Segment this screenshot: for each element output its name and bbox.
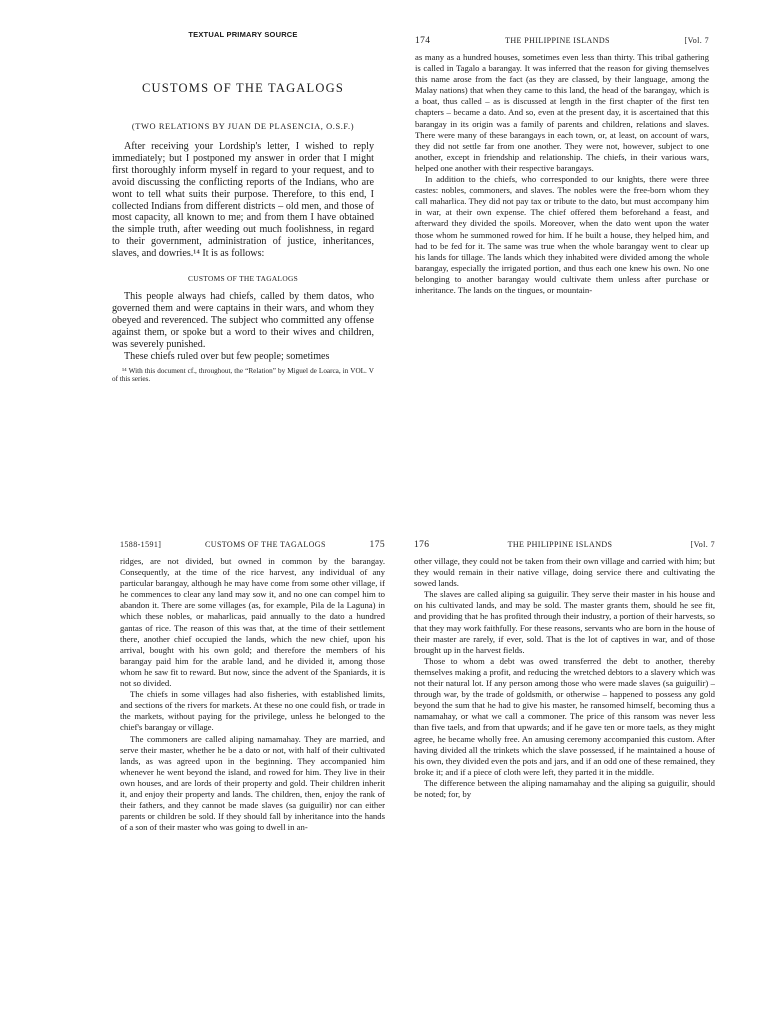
paragraph: These chiefs ruled over but few people; sometimes xyxy=(124,350,330,362)
running-title: CUSTOMS OF THE TAGALOGS xyxy=(205,540,326,549)
paragraph: In addition to the chiefs, who corresponded to our knights, there were three castes: nobles, commoners, and slaves. The nobles were the free-born whom they call maharlica. They did not pay tax or tribute to the dato, but must accompany him in war, at their own expense. The chief offered them beforehand a feast, and afterward they divided the spoils. Moreover, when the dato went upon the water those whom he summoned rowed for him. If he built a house, they helped him, and had to be fed for it. The same was true when the whole barangay went to clear up his lands for tillage. The lands which they inhabited were divided among the whole barangay, especially the irrigated portion, and thus each one knew his own. No one belonging to another barangay would cultivate them unless after purchase or inheritance. The lands on the tingues, or mountain- xyxy=(415,174,709,295)
page-bottom-left xyxy=(120,540,385,1015)
volume-label: [Vol. 7 xyxy=(684,36,709,45)
page-number: 176 xyxy=(414,540,430,550)
paragraph: The chiefs in some villages had also fisheries, with established limits, and sections of the rivers for markets. At these no one could fish, or trade in the markets, without paying for the privilege, unless he belonged to the chief's barangay or village. xyxy=(120,689,385,733)
volume-label: [Vol. 7 xyxy=(690,540,715,549)
document-title: CUSTOMS OF THE TAGALOGS xyxy=(142,81,344,95)
paragraph: other village, they could not be taken from their own village and carried with him; but they would remain in their native village, doing service there and cultivating the sowed lands. xyxy=(414,556,715,589)
running-header xyxy=(415,36,709,46)
paragraph: The slaves are called aliping sa guiguilir. They serve their master in his house and on his cultivated lands, and may be sold. The master grants them, should he see fit, and providing that he has profited through their industry, a portion of their harvests, so that they may work faithfully. For these reasons, servants who are born in the house of their master are rarely, if ever, sold. That is the lot of captives in war, and of those brought up in the harvest fields. xyxy=(414,589,715,655)
paragraph: ridges, are not divided, but owned in common by the barangay. Consequently, at the time of the rice harvest, any individual of any particular barangay, although he may have come from some other village, if he commences to clear any land may sow it, and no one can compel him to abandon it. There are some villages (as, for example, Pila de la Laguna) in which these nobles, or maharlicas, paid annually to the dato a hundred gantas of rice. The reason of this was that, at the time of their settlement there, another chief occupied the lands, which the new chief, upon his arrival, bought with his own gold; and therefore the members of his barangay paid him for the arable land, and he divided it, among those whom he saw fit to reward. But now, since the advent of the Spaniards, it is not so divided. xyxy=(120,556,385,689)
section-heading: CUSTOMS OF THE TAGALOGS xyxy=(188,274,298,284)
paragraph: The difference between the aliping namamahay and the aliping sa guiguilir, should be noted; for, by xyxy=(414,777,715,799)
paragraph: After receiving your Lordship's letter, I wished to reply immediately; but I postponed my answer in order that I might first thoroughly inform myself in regard to your request, and to avoid discussing the conflicting reports of the Indians, who are wont to tell what suits their purpose. Therefore, to this end, I collected Indians from different districts – old men, and those of most capacity, all known to me; and from them I have obtained the simple truth, after weeding out much foolishness, in regard to their government, administration of justice, inheritances, slaves, and dowries.¹⁴ It is as follows: xyxy=(112,141,374,260)
document-subtitle: (TWO RELATIONS BY JUAN DE PLASENCIA, O.S.F.) xyxy=(131,122,355,131)
page-number: 174 xyxy=(415,36,431,46)
page-bottom-right xyxy=(414,540,715,1015)
paragraph: Those to whom a debt was owed transferred the debt to another, thereby themselves making a profit, and reducing the wretched debtors to a slavery which was not their natural lot. If any person among those who were made slaves (sa guiguilir) – through war, by the trade of goldsmith, or otherwise – happened to possess any gold beyond the sum that he had to give his master, he ransomed himself, becoming thus a namamahay, or what we call a commoner. The price of this ransom was never less than five taels, and from that upwards; and if he gave ten or more taels, as they might agree, he became wholly free. An amusing ceremony accompanied this custom. After having divided all the trinkets which the slave possessed, if he maintained a house of his own, they divided even the pots and jars, and if an odd one of these remained, they broke it; and if a piece of cloth were left, they parted it in the middle. xyxy=(414,655,715,777)
source-label: TEXTUAL PRIMARY SOURCE xyxy=(188,30,298,39)
running-title: THE PHILIPPINE ISLANDS xyxy=(507,540,613,549)
footnote: ¹⁴ With this document cf., throughout, the “Relation” by Miguel de Loarca, in VOL. V of this series. xyxy=(112,366,374,384)
running-header xyxy=(120,540,385,550)
paragraph: This people always had chiefs, called by them datos, who governed them and were captains in their wars, and whom they obeyed and reverenced. The subject who committed any offense against them, or spoke but a word to their wives and children, was severely punished. xyxy=(112,291,374,350)
year-range: 1588-1591] xyxy=(120,540,162,549)
paragraph: The commoners are called aliping namamahay. They are married, and serve their master, whether he be a dato or not, with half of their cultivated lands, as was agreed upon in the beginning. They accompanied him whenever he went beyond the island, and rowed for him. They live in their own houses, and are lords of their property and gold. Their children inherit it, and enjoy their property and lands. The children, then, enjoy the rank of their fathers, and they cannot be made slaves (sa guiguilir) nor can either parents or children be sold. If they should fall by inheritance into the hands of a son of their master who was going to dwell in an- xyxy=(120,733,385,833)
page-top-left xyxy=(112,30,374,470)
page-number: 175 xyxy=(369,540,385,550)
page-top-right xyxy=(415,36,709,476)
paragraph: as many as a hundred houses, sometimes even less than thirty. This tribal gathering is called in Tagalo a barangay. It was inferred that the reason for giving themselves this name arose from the fact (as they are classed, by their language, among the Malay nations) that when they came to this land, the head of the barangay, which is a boat, thus called – as is discussed at length in the first chapter of the first ten chapters – became a dato. And so, even at the present day, it is ascertained that this barangay in its origin was a family of parents and children, relations and slaves. There were many of these barangays in each town, or, at least, on account of wars, they did not settle far from one another. They were not, however, subject to one another, except in friendship and relationship. The chiefs, in their various wars, helped one another with their respective barangays. xyxy=(415,52,709,173)
running-title: THE PHILIPPINE ISLANDS xyxy=(505,36,610,45)
running-header xyxy=(414,540,715,550)
